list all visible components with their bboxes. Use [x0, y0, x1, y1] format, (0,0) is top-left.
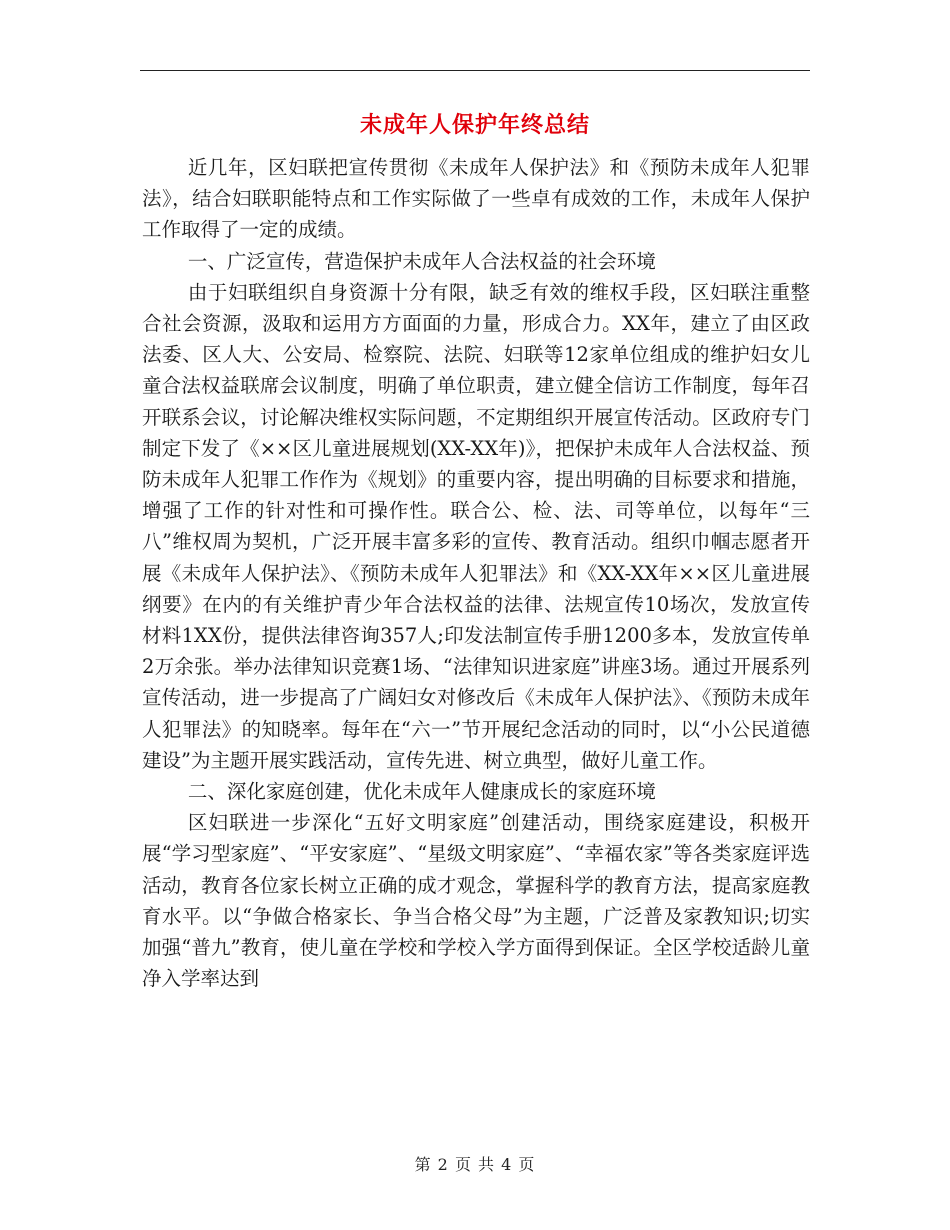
- document-title: 未成年人保护年终总结: [359, 113, 590, 138]
- section-heading-1: 一、广泛宣传，营造保护未成年人合法权益的社会环境: [187, 249, 656, 273]
- page-number-footer: 第 2 页 共 4 页: [414, 1155, 536, 1174]
- intro-paragraph: 近几年，区妇联把宣传贯彻《未成年人保护法》和《预防未成年人犯罪法》，结合妇联职能特点和工作实际做了一些卓有成效的工作，未成年人保护工作取得了一定的成绩。: [142, 156, 810, 242]
- document-body: [142, 152, 810, 994]
- section-2-paragraph: 区妇联进一步深化“五好文明家庭”创建活动，围绕家庭建设，积极开展“学习型家庭”、“平安家庭”、“星级文明家庭”、“幸福农家”等各类家庭评选活动，教育各位家长树立正确的成才观念，掌握科学的教育方法，提高家庭教育水平。以“争做合格家长、争当合格父母”为主题，广泛普及家教知识;切实加强“普九”教育，使儿童在学校和学校入学方面得到保证。全区学校适龄儿童净入学率达到: [142, 811, 810, 991]
- section-1-paragraph: 由于妇联组织自身资源十分有限，缺乏有效的维权手段，区妇联注重整合社会资源，汲取和运用方方面面的力量，形成合力。XX年，建立了由区政法委、区人大、公安局、检察院、法院、妇联等12家单位组成的维护妇女儿童合法权益联席会议制度，明确了单位职责，建立健全信访工作制度，每年召开联系会议，讨论解决维权实际问题，不定期组织开展宣传活动。区政府专门制定下发了《××区儿童进展规划(XX-XX年)》，把保护未成年人合法权益、预防未成年人犯罪工作作为《规划》的重要内容，提出明确的目标要求和措施，增强了工作的针对性和可操作性。联合公、检、法、司等单位，以每年“三八”维权周为契机，广泛开展丰富多彩的宣传、教育活动。组织巾帼志愿者开展《未成年人保护法》、《预防未成年人犯罪法》和《XX-XX年××区儿童进展纲要》在内的有关维护青少年合法权益的法律、法规宣传10场次，发放宣传材料1XX份，提供法律咨询357人;印发法制宣传手册1200多本，发放宣传单2万余张。举办法律知识竞赛1场、“法律知识进家庭”讲座3场。通过开展系列宣传活动，进一步提高了广阔妇女对修改后《未成年人保护法》、《预防未成年人犯罪法》的知晓率。每年在“六一”节开展纪念活动的同时，以“小公民道德建设”为主题开展实践活动，宣传先进、树立典型，做好儿童工作。: [142, 280, 810, 772]
- section-heading-2: 二、深化家庭创建，优化未成年人健康成长的家庭环境: [187, 780, 656, 804]
- header-rule: [140, 70, 810, 71]
